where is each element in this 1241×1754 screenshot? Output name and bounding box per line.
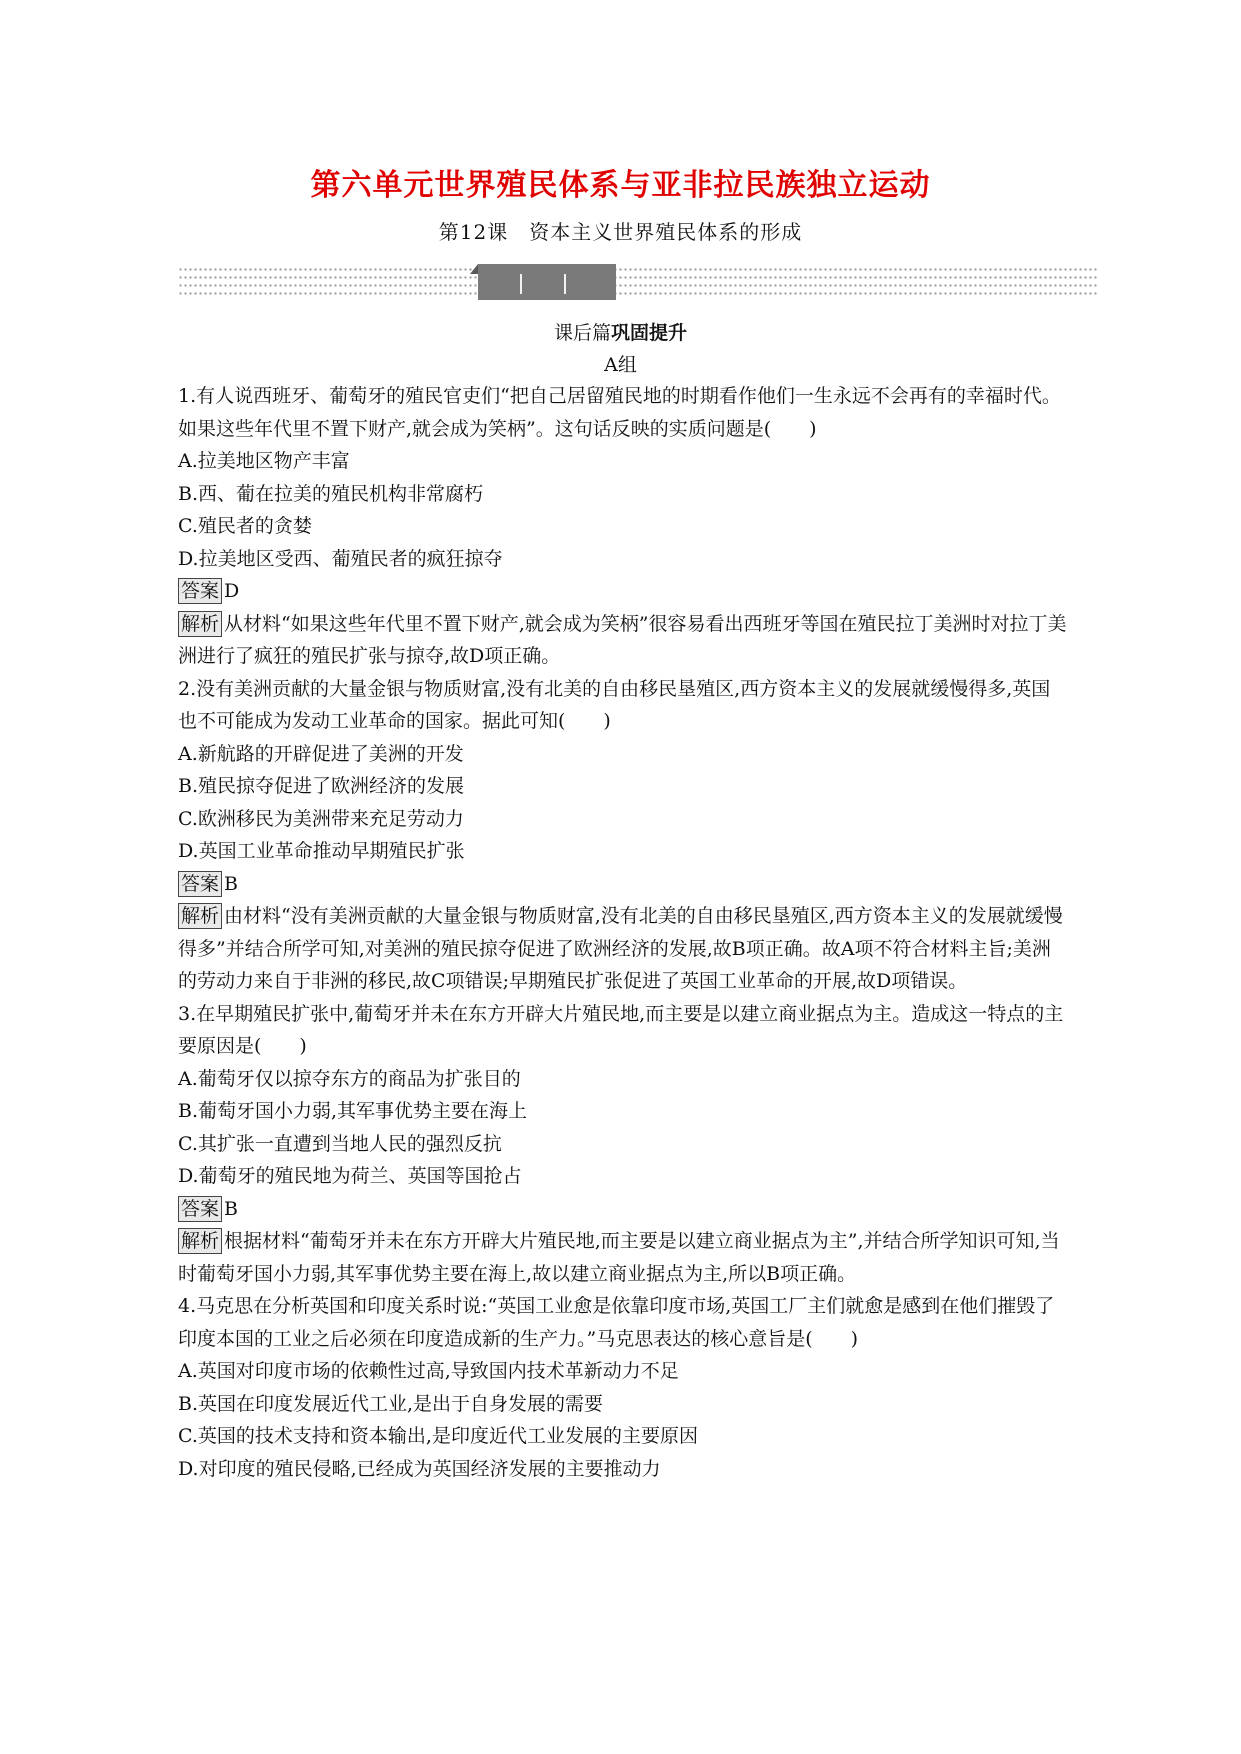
section-title: 课后篇巩固提升 (553, 322, 688, 344)
question-2 (178, 673, 1068, 998)
answer-value: B (224, 1197, 238, 1220)
question-stem: 2.没有美洲贡献的大量金银与物质财富,没有北美的自由移民垦殖区,西方资本主义的发展就缓慢得多,英国也不可能成为发动工业革命的国家。据此可知( ) (178, 677, 1051, 732)
option-d: D.葡萄牙的殖民地为荷兰、英国等国抢占 (178, 1165, 522, 1187)
option-d: D.英国工业革命推动早期殖民扩张 (178, 840, 465, 862)
option-a: A.葡萄牙仅以掠夺东方的商品为扩张目的 (178, 1067, 521, 1090)
question-stem: 1.有人说西班牙、葡萄牙的殖民官吏们“把自己居留殖民地的时期看作他们一生永远不会再有的幸福时代。如果这些年代里不置下财产,就会成为笑柄”。这句话反映的实质问题是( ) (178, 385, 1061, 440)
option-c: C.殖民者的贪婪 (178, 515, 312, 537)
analysis-line (178, 900, 1068, 998)
option-d: D.对印度的殖民侵略,已经成为英国经济发展的主要推动力 (178, 1457, 661, 1480)
answer-tag: 答案 (178, 578, 222, 604)
answer-line (178, 575, 1068, 608)
question-4 (178, 1290, 1068, 1485)
analysis-line (178, 608, 1068, 673)
section-divider (178, 264, 1098, 294)
question-1 (178, 380, 1068, 673)
option-b: B.殖民掠夺促进了欧洲经济的发展 (178, 775, 465, 797)
question-list (178, 380, 1068, 1485)
option-c: C.欧洲移民为美洲带来充足劳动力 (178, 807, 464, 830)
option-c: C.其扩张一直遭到当地人民的强烈反抗 (178, 1132, 502, 1155)
analysis-tag: 解析 (178, 903, 222, 929)
answer-line (178, 1193, 1068, 1226)
answer-tag: 答案 (178, 871, 222, 897)
option-a: A.拉美地区物产丰富 (178, 450, 350, 472)
group-title: A组 (604, 354, 637, 376)
unit-title: 第六单元世界殖民体系与亚非拉民族独立运动 (310, 168, 931, 203)
option-a: A.新航路的开辟促进了美洲的开发 (178, 742, 464, 765)
lesson-title: 第12课 资本主义世界殖民体系的形成 (438, 220, 803, 244)
option-a: A.英国对印度市场的依赖性过高,导致国内技术革新动力不足 (178, 1360, 679, 1382)
analysis-tag: 解析 (178, 1228, 222, 1254)
divider-tab (478, 264, 616, 300)
answer-tag: 答案 (178, 1196, 222, 1222)
analysis-tag: 解析 (178, 611, 222, 637)
option-c: C.英国的技术支持和资本输出,是印度近代工业发展的主要原因 (178, 1425, 698, 1447)
analysis-text: 由材料“没有美洲贡献的大量金银与物质财富,没有北美的自由移民垦殖区,西方资本主义的发展就缓慢得多”并结合所学可知,对美洲的殖民掠夺促进了欧洲经济的发展,故B项正确。故A项不符合材料主旨;美洲的劳动力来自于非洲的移民,故C项错误;早期殖民扩张促进了英国工业革命的开展,故D项错误。 (178, 905, 1063, 992)
option-b: B.英国在印度发展近代工业,是出于自身发展的需要 (178, 1392, 604, 1415)
answer-value: B (224, 872, 238, 895)
option-b: B.西、葡在拉美的殖民机构非常腐朽 (178, 482, 484, 505)
option-b: B.葡萄牙国小力弱,其军事优势主要在海上 (178, 1100, 528, 1122)
question-stem: 4.马克思在分析英国和印度关系时说:“英国工业愈是依靠印度市场,英国工厂主们就愈是感到在他们摧毁了印度本国的工业之后必须在印度造成新的生产力。”马克思表达的核心意旨是( ) (178, 1295, 1055, 1350)
analysis-text: 从材料“如果这些年代里不置下财产,就会成为笑柄”很容易看出西班牙等国在殖民拉丁美洲时对拉丁美洲进行了疯狂的殖民扩张与掠夺,故D项正确。 (178, 612, 1067, 667)
question-3 (178, 998, 1068, 1291)
answer-value: D (224, 580, 240, 602)
question-stem: 3.在早期殖民扩张中,葡萄牙并未在东方开辟大片殖民地,而主要是以建立商业据点为主。造成这一特点的主要原因是( ) (178, 1002, 1064, 1057)
analysis-text: 根据材料“葡萄牙并未在东方开辟大片殖民地,而主要是以建立商业据点为主”,并结合所学知识可知,当时葡萄牙国小力弱,其军事优势主要在海上,故以建立商业据点为主,所以B项正确。 (178, 1230, 1060, 1285)
analysis-line (178, 1225, 1068, 1290)
option-d: D.拉美地区受西、葡殖民者的疯狂掠夺 (178, 547, 503, 570)
answer-line (178, 868, 1068, 901)
